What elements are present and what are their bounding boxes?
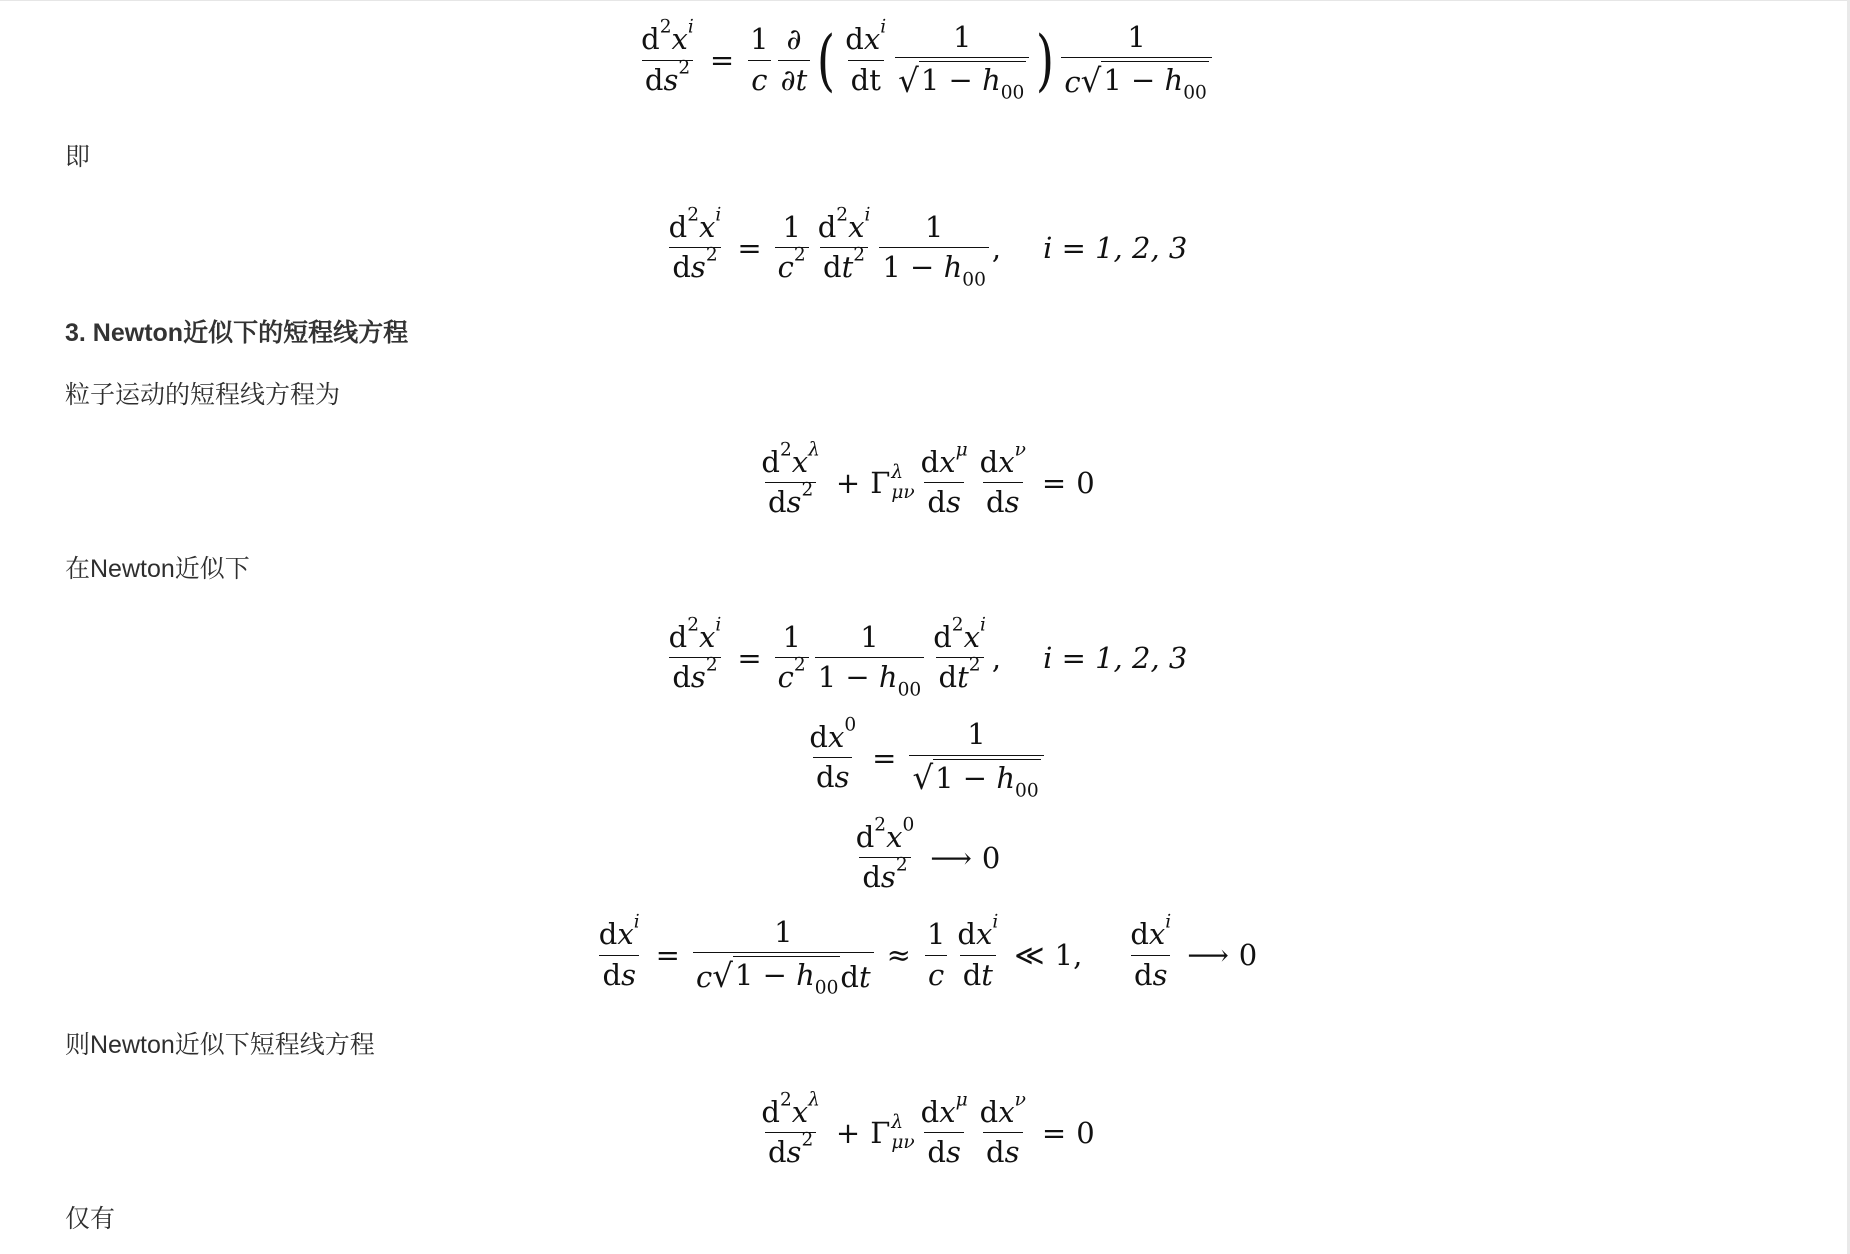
top-divider [0,0,1850,1]
text-ji: 即 [65,143,91,171]
equation-geodesic-newton: $\frac{d^2x^\lambda}{ds^2}$ + Γ λ μν $\frac{dx^\mu}{ds}$ $\frac{dx^\nu}{ds}$ = 0 [761,1088,1095,1169]
text-only: 仅有 [65,1205,116,1233]
text-newton-approx: 在Newton近似下 [65,555,250,583]
equation-newton-3: $\frac{d^2x^0}{ds^2}$ ⟶ 0 [855,813,1001,894]
equation-geodesic: $\frac{d^2x^\lambda}{ds^2}$ + Γ λ μν $\frac{dx^\mu}{ds}$ $\frac{dx^\nu}{ds}$ = 0 [761,438,1095,519]
equation-2: $\frac{d^2x^i}{ds^2}$ = $\frac{1}{c^2}$ $\frac{d^2x^i}{dt^2}$ $\frac{1}{1 - h_{00}}$ , i = 1, 2, 3 [668,203,1188,291]
text-then: 则Newton近似下短程线方程 [65,1031,375,1059]
text-geodesic-intro: 粒子运动的短程线方程为 [65,381,341,409]
section-heading: 3. Newton近似下的短程线方程 [65,319,409,347]
equation-newton-1: $\frac{d^2x^i}{ds^2}$ = $\frac{1}{c^2}$ $\frac{1}{1 - h_{00}}$ $\frac{d^2x^i}{dt^2}$ , i = 1, 2, 3 [668,613,1188,701]
equation-newton-4: $\frac{dx^i}{ds}$ = 1 c √ $1 - h_{00}$ dt ≈ $\frac{1}{c}$ $\frac{dx^i}{dt}$ ≪ 1, $\frac{dx^i}{ds}$ ⟶ 0 [598,911,1258,999]
equation-newton-2: $\frac{dx^0}{ds}$ = 1 √ $1 - h_{00}$ [0,715,1850,800]
equation-1: $\frac{d^2x^i}{ds^2}$ = $\frac{1}{c}$ $\frac{\partial}{\partial t}$ ( $\frac{dx^i}{dt}$ 1 √ $1 - h_{00}$ ) 1 c √ $1 - h_{00}$ [0,20,1850,100]
